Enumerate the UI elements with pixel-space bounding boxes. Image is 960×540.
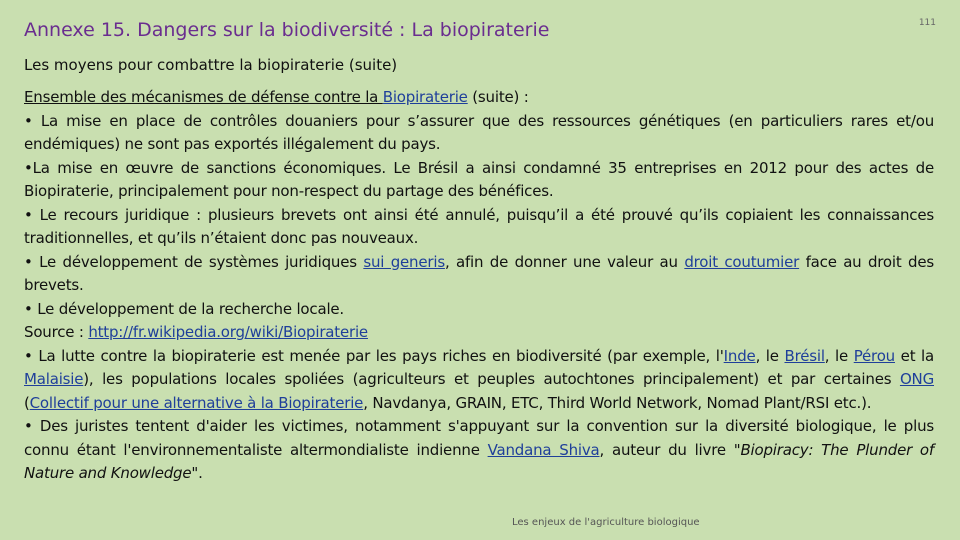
bullet-jurists-text2: , auteur du livre ": [599, 440, 741, 459]
sui-generis-link[interactable]: sui generis: [363, 252, 445, 271]
book-title: Biopiracy: The Plunder of Nature and Knowledge: [24, 440, 934, 482]
inde-link[interactable]: Inde: [723, 346, 756, 365]
bullet-fight-text2: ), les populations locales spoliées (agriculteurs et peuples autochtones principalement) et par certaines: [83, 370, 900, 388]
bullet-legal-systems-text: • Le développement de systèmes juridiques: [24, 252, 364, 271]
page-number: 111: [918, 18, 936, 28]
source-link[interactable]: http://fr.wikipedia.org/wiki/Biopiraterie: [88, 323, 368, 341]
bullet-legal-systems-text2: , afin de donner une valeur au: [444, 252, 685, 271]
bullet-fight-text: • La lutte contre la biopiraterie est menée par les pays riches en biodiversité (par exemple, l': [24, 346, 724, 365]
bullet-legal-systems: [24, 251, 934, 298]
slide-title: Annexe 15. Dangers sur la biodiversité : La biopiraterie: [24, 19, 550, 41]
bullet-fight-sep3: et la: [894, 346, 935, 365]
bullet-jurists-text3: ".: [191, 464, 203, 482]
bresil-link[interactable]: Brésil: [784, 346, 825, 365]
collectif-link[interactable]: Collectif pour une alternative à la Biopiraterie: [29, 393, 364, 412]
bullet-sanctions: •La mise en œuvre de sanctions économiques. Le Brésil a ainsi condamné 35 entreprises en 2012 pour des actes de Biopiraterie, principalement pour non-respect du partage des bénéfices.: [24, 158, 934, 200]
bullet-fight-sep2: , le: [824, 346, 854, 365]
bullet-jurists-text: • Des juristes tentent d'aider les victimes, notamment s'appuyant sur la convention sur la diversité biologique, le plus connu étant l'environnementaliste altermondialiste indienne: [24, 417, 934, 459]
bullet-customs: • La mise en place de contrôles douaniers pour s’assurer que des ressources génétiques (en particuliers rares et/ou endémiques) ne sont pas exportés illégalement du pays.: [24, 111, 934, 153]
ong-link[interactable]: ONG: [899, 370, 934, 388]
bullet-local-research: • Le développement de la recherche locale.: [24, 299, 345, 318]
bullet-legal-recourse: • Le recours juridique : plusieurs brevets ont ainsi été annulé, puisqu’il a été prouvé qu’ils copiaient les connaissances traditionnelles, et qu’ils n’étaient donc pas nouveaux.: [24, 205, 934, 247]
slide-subtitle: Les moyens pour combattre la biopiraterie (suite): [24, 56, 398, 74]
intro-text: Ensemble des mécanismes de défense contre la: [24, 88, 383, 106]
source-label: Source :: [24, 323, 89, 341]
malaisie-link[interactable]: Malaisie: [24, 370, 84, 388]
slide-body: [24, 86, 934, 486]
slide-footer: Les enjeux de l'agriculture biologique: [512, 517, 700, 528]
bullet-fight-sep4: (: [24, 393, 30, 412]
vandana-shiva-link[interactable]: Vandana Shiva: [487, 440, 600, 459]
intro-line: [24, 86, 934, 110]
biopiraterie-link[interactable]: Biopiraterie: [382, 88, 468, 106]
bullet-legal-systems-text3: face au droit des brevets.: [24, 252, 934, 294]
bullet-jurists: [24, 415, 934, 486]
bullet-fight: [24, 345, 934, 416]
droit-coutumier-link[interactable]: droit coutumier: [684, 252, 800, 271]
bullet-fight-text3: , Navdanya, GRAIN, ETC, Third World Network, Nomad Plant/RSI etc.).: [363, 393, 872, 412]
bullet-fight-sep1: , le: [755, 346, 785, 365]
perou-link[interactable]: Pérou: [853, 346, 895, 365]
source-line: [24, 321, 934, 345]
intro-suffix: (suite) :: [467, 88, 529, 106]
